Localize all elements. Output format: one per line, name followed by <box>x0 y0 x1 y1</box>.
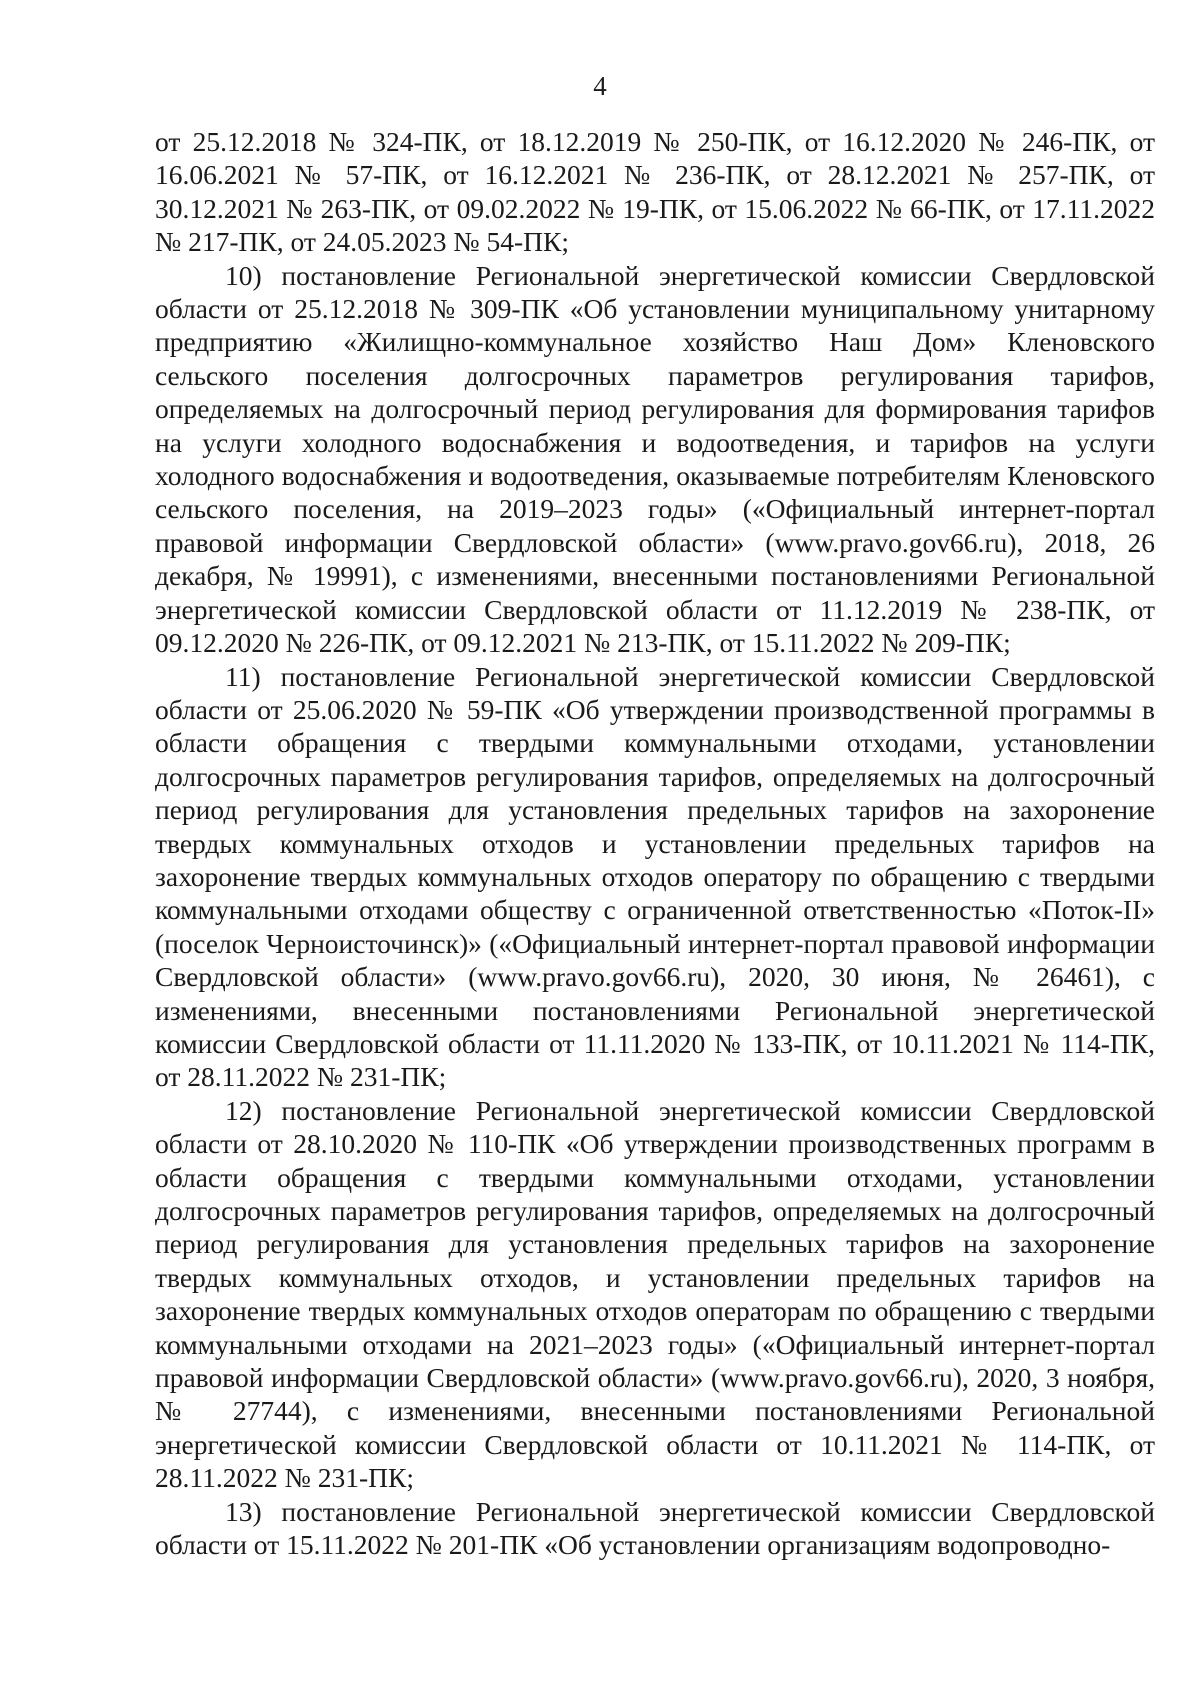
list-item-13: 13) постановление Региональной энергетической комиссии Свердловской области от 15.11.2022 № 201-ПК «Об установлении организациям водопроводно- <box>155 1495 1155 1561</box>
document-body <box>155 125 1155 1561</box>
paragraph-continuation: от 25.12.2018 № 324-ПК, от 18.12.2019 № 250-ПК, от 16.12.2020 № 246-ПК, от 16.06.2021 № 57-ПК, от 16.12.2021 № 236-ПК, от 28.12.2021 № 257-ПК, от 30.12.2021 № 263-ПК, от 09.02.2022 № 19-ПК, от 15.06.2022 № 66-ПК, от 17.11.2022 № 217-ПК, от 24.05.2023 № 54-ПК; <box>155 126 1155 258</box>
page-number: 4 <box>593 71 607 101</box>
list-item-11: 11) постановление Региональной энергетической комиссии Свердловской области от 25.06.2020 № 59-ПК «Об утверждении производственной программы в области обращения с твердыми коммунальными отходами, установлении долгосрочных параметров регулирования тарифов, определяемых на долгосрочный период регулирования для установления предельных тарифов на захоронение твердых коммунальных отходов и установлении предельных тарифов на захоронение твердых коммунальных отходов оператору по обращению с твердыми коммунальными отходами обществу с ограниченной ответственностью «Поток-II» (поселок Черноисточинск)» («Официальный интернет-портал правовой информации Свердловской области» (www.pravo.gov66.ru), 2020, 30 июня, № 26461), с изменениями, внесенными постановлениями Региональной энергетической комиссии Свердловской области от 11.11.2020 № 133-ПК, от 10.11.2021 № 114-ПК, от 28.11.2022 № 231-ПК; <box>155 660 1155 1093</box>
list-item-10: 10) постановление Региональной энергетической комиссии Свердловской области от 25.12.2018 № 309-ПК «Об установлении муниципальному унитарному предприятию «Жилищно-коммунальное хозяйство Наш Дом» Кленовского сельского поселения долгосрочных параметров регулирования тарифов, определяемых на долгосрочный период регулирования для формирования тарифов на услуги холодного водоснабжения и водоотведения, и тарифов на услуги холодного водоснабжения и водоотведения, оказываемые потребителям Кленовского сельского поселения, на 2019–2023 годы» («Официальный интернет-портал правовой информации Свердловской области» (www.pravo.gov66.ru), 2018, 26 декабря, № 19991), с изменениями, внесенными постановлениями Региональной энергетической комиссии Свердловской области от 11.12.2019 № 238-ПК, от 09.12.2020 № 226-ПК, от 09.12.2021 № 213-ПК, от 15.11.2022 № 209-ПК; <box>155 259 1155 659</box>
list-item-12: 12) постановление Региональной энергетической комиссии Свердловской области от 28.10.2020 № 110-ПК «Об утверждении производственных программ в области обращения с твердыми коммунальными отходами, установлении долгосрочных параметров регулирования тарифов, определяемых на долгосрочный период регулирования для установления предельных тарифов на захоронение твердых коммунальных отходов, и установлении предельных тарифов на захоронение твердых коммунальных отходов операторам по обращению с твердыми коммунальными отходами на 2021–2023 годы» («Официальный интернет-портал правовой информации Свердловской области» (www.pravo.gov66.ru), 2020, 3 ноября, № 27744), с изменениями, внесенными постановлениями Региональной энергетической комиссии Свердловской области от 10.11.2021 № 114-ПК, от 28.11.2022 № 231-ПК; <box>155 1094 1155 1494</box>
